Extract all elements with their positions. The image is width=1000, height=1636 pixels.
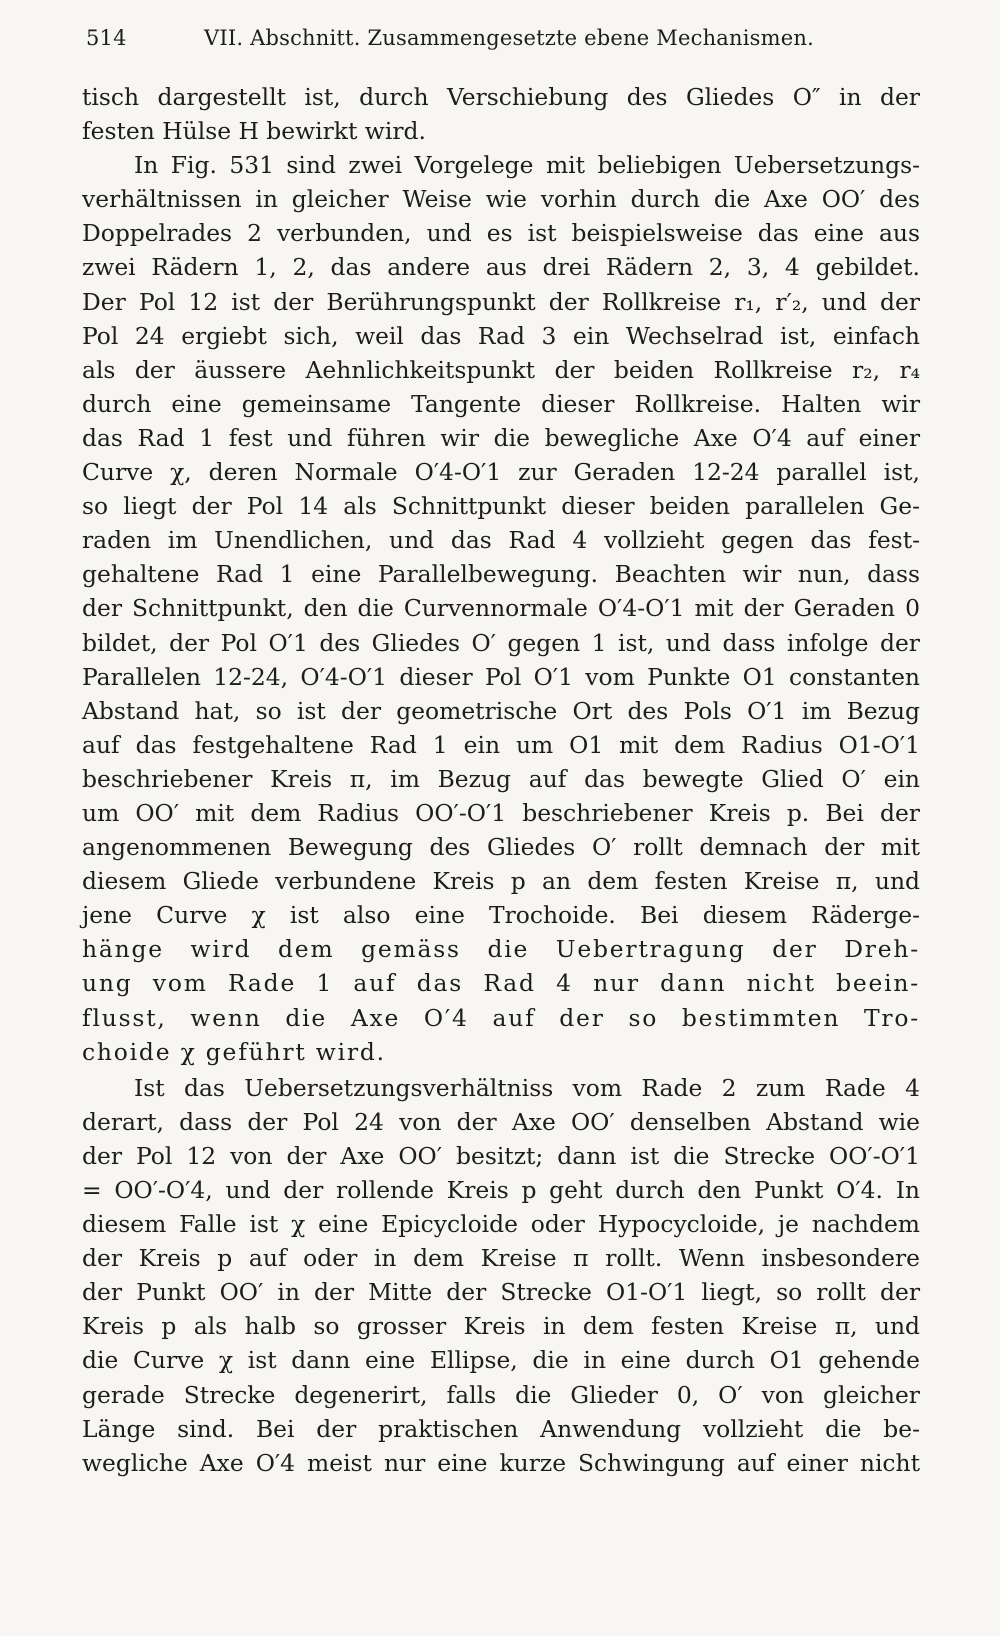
text-line: der Punkt OO′ in der Mitte der Strecke O1-O′1 liegt, so rollt der	[82, 1278, 920, 1307]
body-text	[82, 80, 920, 1480]
text-line: Doppelrades 2 verbunden, und es ist beispielsweise das eine aus	[82, 219, 920, 248]
text-line: flusst, wenn die Axe O′4 auf der so bestimmten Tro-	[82, 1003, 920, 1032]
text-line: durch eine gemeinsame Tangente dieser Rollkreise. Halten wir	[82, 389, 920, 418]
text-line: beschriebener Kreis π, im Bezug auf das bewegte Glied O′ ein	[82, 764, 920, 793]
text-line: angenommenen Bewegung des Gliedes O′ rollt demnach der mit	[82, 833, 920, 862]
text-line: auf das festgehaltene Rad 1 ein um O1 mit dem Radius O1-O′1	[82, 730, 920, 759]
text-line: der Schnittpunkt, den die Curvennormale O′4-O′1 mit der Geraden 0	[82, 594, 920, 623]
text-line: Ist das Uebersetzungsverhältniss vom Rade 2 zum Rade 4	[134, 1073, 920, 1102]
text-line: gerade Strecke degenerirt, falls die Glieder 0, O′ von gleicher	[82, 1380, 920, 1409]
text-line: verhältnissen in gleicher Weise wie vorhin durch die Axe OO′ des	[82, 185, 920, 214]
text-line: diesem Falle ist χ eine Epicycloide oder Hypocycloide, je nachdem	[82, 1210, 920, 1239]
text-line: Parallelen 12-24, O′4-O′1 dieser Pol O′1 vom Punkte O1 constanten	[82, 662, 920, 691]
text-line: Pol 24 ergiebt sich, weil das Rad 3 ein Wechselrad ist, einfach	[82, 321, 920, 350]
text-line: Curve χ, deren Normale O′4-O′1 zur Geraden 12-24 parallel ist,	[82, 458, 920, 487]
text-line: derart, dass der Pol 24 von der Axe OO′ denselben Abstand wie	[82, 1107, 920, 1136]
text-line: = OO′-O′4, und der rollende Kreis p geht durch den Punkt O′4. In	[82, 1176, 920, 1204]
text-line: das Rad 1 fest und führen wir die bewegliche Axe O′4 auf einer	[82, 423, 920, 452]
text-line: der Kreis p auf oder in dem Kreise π rollt. Wenn insbesondere	[82, 1244, 920, 1273]
running-title: VII. Abschnitt. Zusammengesetzte ebene Mechanismen.	[204, 26, 814, 50]
text-line: die Curve χ ist dann eine Ellipse, die in eine durch O1 gehende	[82, 1346, 920, 1375]
running-header	[86, 18, 916, 58]
text-line: Der Pol 12 ist der Berührungspunkt der Rollkreise r₁, r′₂, und der	[82, 287, 920, 316]
text-line: choide χ geführt wird.	[82, 1037, 386, 1066]
text-line: bildet, der Pol O′1 des Gliedes O′ gegen 1 ist, und dass infolge der	[82, 628, 920, 657]
text-line: hänge wird dem gemäss die Uebertragung der Dreh-	[82, 935, 920, 964]
page-number: 514	[86, 26, 127, 50]
text-line: zwei Rädern 1, 2, das andere aus drei Rädern 2, 3, 4 gebildet.	[82, 253, 920, 282]
text-line: so liegt der Pol 14 als Schnittpunkt dieser beiden parallelen Ge-	[82, 492, 920, 521]
text-line: als der äussere Aehnlichkeitspunkt der beiden Rollkreise r₂, r₄	[82, 355, 920, 384]
text-line: Länge sind. Bei der praktischen Anwendung vollzieht die be-	[82, 1414, 920, 1443]
text-line: gehaltene Rad 1 eine Parallelbewegung. Beachten wir nun, dass	[82, 560, 920, 589]
text-line: Abstand hat, so ist der geometrische Ort des Pols O′1 im Bezug	[82, 696, 920, 725]
text-line: In Fig. 531 sind zwei Vorgelege mit beliebigen Uebersetzungs-	[134, 151, 920, 180]
text-line: Kreis p als halb so grosser Kreis in dem festen Kreise π, und	[82, 1312, 920, 1341]
text-line: festen Hülse H bewirkt wird.	[82, 117, 426, 146]
text-line: raden im Unendlichen, und das Rad 4 vollzieht gegen das fest-	[82, 526, 920, 555]
text-line: um OO′ mit dem Radius OO′-O′1 beschriebener Kreis p. Bei der	[82, 798, 920, 827]
text-line: jene Curve χ ist also eine Trochoide. Bei diesem Räderge-	[82, 901, 920, 930]
text-line: ung vom Rade 1 auf das Rad 4 nur dann nicht beein-	[82, 969, 920, 998]
text-line: wegliche Axe O′4 meist nur eine kurze Schwingung auf einer nicht	[82, 1448, 920, 1477]
text-line: tisch dargestellt ist, durch Verschiebung des Gliedes O″ in der	[82, 83, 920, 111]
text-line: diesem Gliede verbundene Kreis p an dem festen Kreise π, und	[82, 867, 920, 896]
text-line: der Pol 12 von der Axe OO′ besitzt; dann ist die Strecke OO′-O′1	[82, 1141, 920, 1170]
